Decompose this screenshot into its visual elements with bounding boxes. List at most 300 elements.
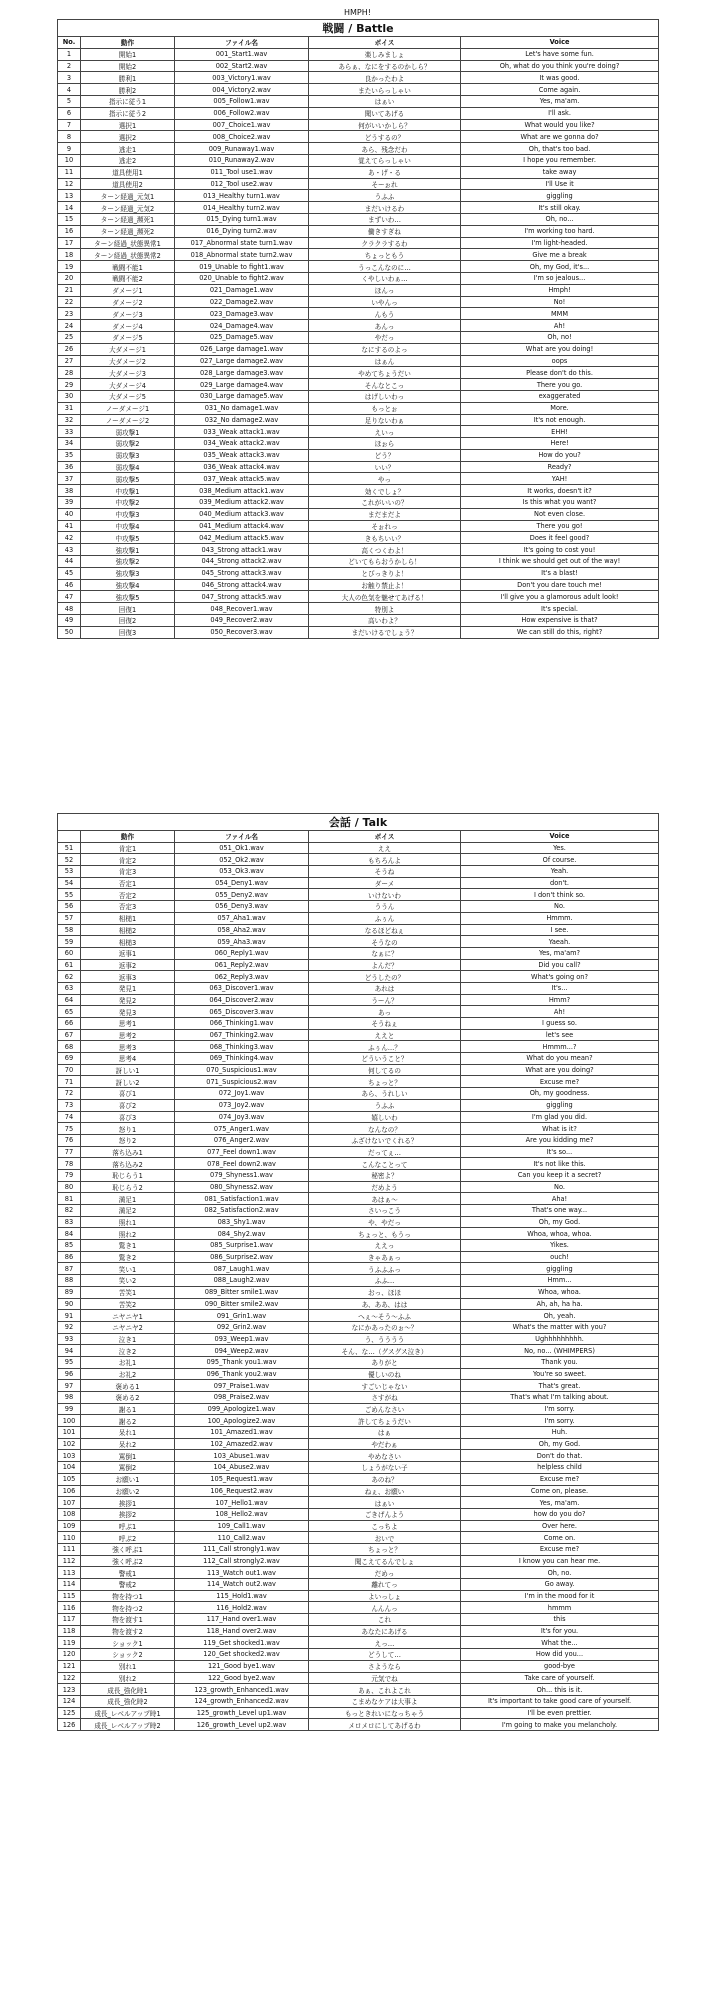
row-action: 怒り2 [81,1134,175,1146]
row-filename: 099_Apologize1.wav [175,1403,309,1415]
table-row [58,1263,659,1275]
row-voice-jp: ダーメ [309,877,461,889]
table-row [58,225,659,237]
row-voice-jp: よいっしょ [309,1590,461,1602]
header-voice-jp: ボイス [309,831,461,843]
row-filename: 123_growth_Enhanced1.wav [175,1684,309,1696]
table-row [58,367,659,379]
row-filename: 029_Large damage4.wav [175,379,309,391]
row-voice-jp: やっ [309,473,461,485]
table-row [58,520,659,532]
row-number: 121 [58,1660,81,1672]
row-action: 思考2 [81,1029,175,1041]
row-action: ダメージ5 [81,331,175,343]
row-filename: 040_Medium attack3.wav [175,508,309,520]
row-voice-jp: ええと [309,1029,461,1041]
row-voice-jp: そんなとこっ [309,379,461,391]
table-row [58,1228,659,1240]
row-number: 46 [58,579,81,591]
row-filename: 035_Weak attack3.wav [175,449,309,461]
table-row [58,982,659,994]
row-number: 27 [58,355,81,367]
table-row [58,1205,659,1217]
row-filename: 074_Joy3.wav [175,1111,309,1123]
row-action: 大ダメージ5 [81,390,175,402]
table-row [58,402,659,414]
table-row [58,1427,659,1439]
row-filename: 114_Watch out2.wav [175,1579,309,1591]
row-voice-jp: う、うううう [309,1333,461,1345]
table-row [58,544,659,556]
table-row [58,1438,659,1450]
table-row [58,1719,659,1731]
row-action: 泣き2 [81,1345,175,1357]
row-voice-en: Oh, no... [461,213,659,225]
row-voice-en: Ah! [461,320,659,332]
row-number: 26 [58,343,81,355]
row-filename: 003_Victory1.wav [175,72,309,84]
page-title: HMPH! [344,8,371,17]
row-voice-jp: やめなさい [309,1450,461,1462]
row-voice-en: It's... [461,982,659,994]
row-voice-en: There you go. [461,379,659,391]
row-voice-jp: ちょっと？ [309,1076,461,1088]
row-number: 105 [58,1473,81,1485]
row-action: ニヤニヤ1 [81,1310,175,1322]
row-voice-en: Oh... this is it. [461,1684,659,1696]
row-action: 挨拶2 [81,1508,175,1520]
section-title-row [58,20,659,37]
row-number: 71 [58,1076,81,1088]
row-number: 29 [58,379,81,391]
table-row [58,343,659,355]
row-voice-en: Come on. [461,1532,659,1544]
row-voice-en: Excuse me? [461,1543,659,1555]
row-action: 発見1 [81,982,175,994]
row-filename: 083_Shy1.wav [175,1216,309,1228]
row-voice-en: More. [461,402,659,414]
row-filename: 102_Amazed2.wav [175,1438,309,1450]
header-voice-en: Voice [461,831,659,843]
row-filename: 059_Aha3.wav [175,936,309,948]
table-row [58,508,659,520]
table-row [58,603,659,615]
row-filename: 055_Deny2.wav [175,889,309,901]
row-action: 肯定1 [81,842,175,854]
row-voice-en: Does it feel good? [461,532,659,544]
row-filename: 019_Unable to fight1.wav [175,261,309,273]
row-voice-jp: えいっ [309,426,461,438]
row-voice-en: I'm sorry. [461,1415,659,1427]
row-filename: 021_Damage1.wav [175,284,309,296]
row-filename: 100_Apologize2.wav [175,1415,309,1427]
row-number: 83 [58,1216,81,1228]
row-number: 24 [58,320,81,332]
row-voice-en: Ughhhhhhhhh. [461,1333,659,1345]
row-voice-jp: 覚えてらっしゃい [309,154,461,166]
row-number: 104 [58,1462,81,1474]
row-voice-en: giggling [461,1099,659,1111]
row-voice-jp: お触り禁止よ！ [309,579,461,591]
row-voice-jp: しょうがない子 [309,1462,461,1474]
row-voice-en: Are you kidding me? [461,1134,659,1146]
row-action: 中攻撃3 [81,508,175,520]
row-voice-jp: 特別よ [309,603,461,615]
row-filename: 106_Request2.wav [175,1485,309,1497]
header-no: No. [58,37,81,49]
row-filename: 120_Get shocked2.wav [175,1649,309,1661]
row-filename: 075_Anger1.wav [175,1123,309,1135]
row-filename: 006_Follow2.wav [175,107,309,119]
row-voice-en: Oh, my God, it's... [461,261,659,273]
row-voice-en: YAH! [461,473,659,485]
table-row [58,1695,659,1707]
row-voice-jp: 元気でね [309,1672,461,1684]
section-title-row [58,814,659,831]
row-voice-en: That's great. [461,1380,659,1392]
table-row [58,1181,659,1193]
row-voice-jp: いけないわ [309,889,461,901]
row-voice-jp: はぁい [309,95,461,107]
row-voice-en: No! [461,296,659,308]
row-voice-jp: あなたにあげる [309,1625,461,1637]
row-voice-jp: ええ [309,842,461,854]
row-voice-en: No, no... (WHIMPERS) [461,1345,659,1357]
row-action: 回復1 [81,603,175,615]
row-voice-jp: ふぅん [309,912,461,924]
row-action: 苦笑2 [81,1298,175,1310]
row-voice-jp: まだいけるわ [309,202,461,214]
row-action: 挨拶1 [81,1497,175,1509]
row-action: 発見3 [81,1006,175,1018]
table-row [58,1473,659,1485]
row-voice-jp: なるほどねぇ [309,924,461,936]
table-row [58,901,659,913]
row-voice-en: Can you keep it a secret? [461,1169,659,1181]
row-filename: 016_Dying turn2.wav [175,225,309,237]
row-number: 68 [58,1041,81,1053]
row-filename: 107_Hello1.wav [175,1497,309,1509]
row-voice-jp: あ、ああ、はは [309,1298,461,1310]
table-row [58,579,659,591]
row-voice-jp: ふざけないでくれる？ [309,1134,461,1146]
table-row [58,72,659,84]
row-voice-en: MMM [461,308,659,320]
row-voice-jp: さようなら [309,1660,461,1672]
table-row [58,1672,659,1684]
row-action: 回復2 [81,615,175,627]
row-voice-en: Don't you dare touch me! [461,579,659,591]
table-row [58,84,659,96]
row-filename: 022_Damage2.wav [175,296,309,308]
row-number: 43 [58,544,81,556]
row-number: 75 [58,1123,81,1135]
row-voice-jp: おっ、ほほ [309,1286,461,1298]
row-number: 84 [58,1228,81,1240]
row-number: 40 [58,508,81,520]
table-row [58,1123,659,1135]
row-voice-en: Excuse me? [461,1473,659,1485]
row-action: 呼ぶ1 [81,1520,175,1532]
row-voice-jp: どうしたの？ [309,971,461,983]
row-voice-en: What the... [461,1637,659,1649]
row-action: 怒り1 [81,1123,175,1135]
row-number: 99 [58,1403,81,1415]
row-filename: 094_Weep2.wav [175,1345,309,1357]
row-number: 96 [58,1368,81,1380]
row-action: 大ダメージ1 [81,343,175,355]
table-row [58,1321,659,1333]
row-filename: 030_Large damage5.wav [175,390,309,402]
row-voice-jp: えっ… [309,1637,461,1649]
header-action: 動作 [81,37,175,49]
row-number: 37 [58,473,81,485]
row-action: 強攻撃3 [81,567,175,579]
row-voice-en: Let's have some fun. [461,48,659,60]
row-filename: 117_Hand over1.wav [175,1614,309,1626]
row-voice-jp: もっときれいになっちゃう [309,1707,461,1719]
header-row [58,37,659,49]
row-action: 物を持つ2 [81,1602,175,1614]
row-number: 8 [58,131,81,143]
row-action: 落ち込み1 [81,1146,175,1158]
row-filename: 042_Medium attack5.wav [175,532,309,544]
row-number: 87 [58,1263,81,1275]
row-action: 恥じらう1 [81,1169,175,1181]
row-number: 81 [58,1193,81,1205]
row-action: 訝しい2 [81,1076,175,1088]
row-number: 55 [58,889,81,901]
row-number: 59 [58,936,81,948]
row-voice-en: How do you? [461,449,659,461]
row-voice-jp: 聞いてあげる [309,107,461,119]
row-action: 強攻撃5 [81,591,175,603]
row-voice-jp: きもちいい？ [309,532,461,544]
row-filename: 077_Feel down1.wav [175,1146,309,1158]
row-number: 36 [58,461,81,473]
row-voice-en: I hope you remember. [461,154,659,166]
row-filename: 105_Request1.wav [175,1473,309,1485]
row-number: 38 [58,485,81,497]
row-filename: 084_Shy2.wav [175,1228,309,1240]
row-filename: 093_Weep1.wav [175,1333,309,1345]
row-voice-en: No. [461,1181,659,1193]
row-number: 100 [58,1415,81,1427]
row-voice-jp: んもう [309,308,461,320]
row-number: 34 [58,438,81,450]
row-filename: 118_Hand over2.wav [175,1625,309,1637]
row-action: 強攻撃2 [81,556,175,568]
table-row [58,284,659,296]
row-voice-jp: やめてちょうだい [309,367,461,379]
row-filename: 014_Healthy turn2.wav [175,202,309,214]
row-filename: 067_Thinking2.wav [175,1029,309,1041]
table-row [58,119,659,131]
table-row [58,331,659,343]
row-voice-jp: これ [309,1614,461,1626]
row-voice-en: I see. [461,924,659,936]
row-number: 47 [58,591,81,603]
row-voice-en: How expensive is that? [461,615,659,627]
row-voice-en: Come on, please. [461,1485,659,1497]
row-action: お礼2 [81,1368,175,1380]
row-action: 逃走1 [81,143,175,155]
row-voice-jp: なぁに？ [309,947,461,959]
row-filename: 098_Praise2.wav [175,1392,309,1404]
row-number: 82 [58,1205,81,1217]
row-voice-en: You're so sweet. [461,1368,659,1380]
row-voice-en: Oh, my God. [461,1438,659,1450]
row-voice-en: It's for you. [461,1625,659,1637]
row-voice-jp: うふふ [309,1099,461,1111]
table-row [58,1508,659,1520]
row-voice-en: I'm so jealous... [461,272,659,284]
row-voice-jp: ごきげんよう [309,1508,461,1520]
row-action: 弱攻撃4 [81,461,175,473]
row-number: 19 [58,261,81,273]
row-filename: 010_Runaway2.wav [175,154,309,166]
table-row [58,1134,659,1146]
table-row [58,1333,659,1345]
row-action: 謝る1 [81,1403,175,1415]
row-voice-en: exaggerated [461,390,659,402]
row-number: 64 [58,994,81,1006]
row-voice-en: how do you do? [461,1508,659,1520]
row-number: 109 [58,1520,81,1532]
row-voice-jp: そーぉれ [309,178,461,190]
table-row [58,866,659,878]
row-voice-jp: くやしいわぁ… [309,272,461,284]
row-number: 65 [58,1006,81,1018]
row-action: ターン経過_瀕死2 [81,225,175,237]
row-number: 102 [58,1438,81,1450]
row-voice-jp: いい？ [309,461,461,473]
row-action: 大ダメージ4 [81,379,175,391]
battle-voice-table [57,19,659,639]
row-number: 119 [58,1637,81,1649]
row-number: 123 [58,1684,81,1696]
row-number: 51 [58,842,81,854]
row-action: 中攻撃1 [81,485,175,497]
row-number: 92 [58,1321,81,1333]
row-voice-jp: 離れてっ [309,1579,461,1591]
row-filename: 103_Abuse1.wav [175,1450,309,1462]
row-voice-en: Go away. [461,1579,659,1591]
row-number: 73 [58,1099,81,1111]
row-action: ターン経過_元気1 [81,190,175,202]
table-row [58,1345,659,1357]
row-voice-en: giggling [461,1263,659,1275]
row-voice-en: It's not like this. [461,1158,659,1170]
row-filename: 060_Reply1.wav [175,947,309,959]
row-voice-en: I'm in the mood for it [461,1590,659,1602]
table-row [58,854,659,866]
row-number: 74 [58,1111,81,1123]
row-voice-jp: はげしいわっ [309,390,461,402]
table-row [58,1567,659,1579]
table-row [58,1216,659,1228]
row-voice-en: Don't do that. [461,1450,659,1462]
row-action: お願い1 [81,1473,175,1485]
table-row [58,1088,659,1100]
row-number: 35 [58,449,81,461]
row-action: 罵倒1 [81,1450,175,1462]
row-number: 120 [58,1649,81,1661]
row-number: 94 [58,1345,81,1357]
table-row [58,1006,659,1018]
row-action: 思考4 [81,1053,175,1065]
row-voice-en: What would you like? [461,119,659,131]
table-row [58,1485,659,1497]
row-filename: 072_Joy1.wav [175,1088,309,1100]
row-number: 61 [58,959,81,971]
row-action: 中攻撃4 [81,520,175,532]
row-voice-en: I know you can hear me. [461,1555,659,1567]
row-action: 選択2 [81,131,175,143]
table-row [58,202,659,214]
table-row [58,1064,659,1076]
row-voice-jp: あぁ、これよこれ [309,1684,461,1696]
row-action: 成長_レベルアップ時2 [81,1719,175,1731]
table-row [58,1286,659,1298]
table-row [58,308,659,320]
row-filename: 001_Start1.wav [175,48,309,60]
row-number: 114 [58,1579,81,1591]
row-filename: 096_Thank you2.wav [175,1368,309,1380]
row-voice-jp: そぉれっ [309,520,461,532]
table-row [58,1018,659,1030]
table-row [58,1368,659,1380]
table-row [58,131,659,143]
table-row [58,1520,659,1532]
row-voice-en: hmmm [461,1602,659,1614]
table-row [58,213,659,225]
row-action: ショック2 [81,1649,175,1661]
row-voice-jp: ほぉら [309,438,461,450]
row-action: ノーダメージ1 [81,402,175,414]
row-action: 物を渡す2 [81,1625,175,1637]
row-filename: 017_Abnormal state turn1.wav [175,237,309,249]
row-action: 戦闘不能2 [81,272,175,284]
row-voice-jp: なにするのよっ [309,343,461,355]
row-filename: 024_Damage4.wav [175,320,309,332]
row-filename: 061_Reply2.wav [175,959,309,971]
row-action: 弱攻撃2 [81,438,175,450]
row-voice-jp: 嬉しいわ [309,1111,461,1123]
row-filename: 032_No damage2.wav [175,414,309,426]
table-row [58,60,659,72]
row-number: 53 [58,866,81,878]
row-voice-en: Is this what you want? [461,497,659,509]
row-action: 強く呼ぶ1 [81,1543,175,1555]
row-voice-jp: うっこんなのに… [309,261,461,273]
row-filename: 078_Feel down2.wav [175,1158,309,1170]
row-number: 6 [58,107,81,119]
row-voice-jp: こまめなケアは大事よ [309,1695,461,1707]
row-filename: 057_Aha1.wav [175,912,309,924]
row-filename: 023_Damage3.wav [175,308,309,320]
row-action: ショック1 [81,1637,175,1649]
row-action: 物を渡す1 [81,1614,175,1626]
row-filename: 115_Hold1.wav [175,1590,309,1602]
table-row [58,320,659,332]
table-row [58,591,659,603]
table-row [58,48,659,60]
row-action: 相槌3 [81,936,175,948]
row-number: 89 [58,1286,81,1298]
row-voice-en: Whoa, whoa. [461,1286,659,1298]
table-row [58,379,659,391]
